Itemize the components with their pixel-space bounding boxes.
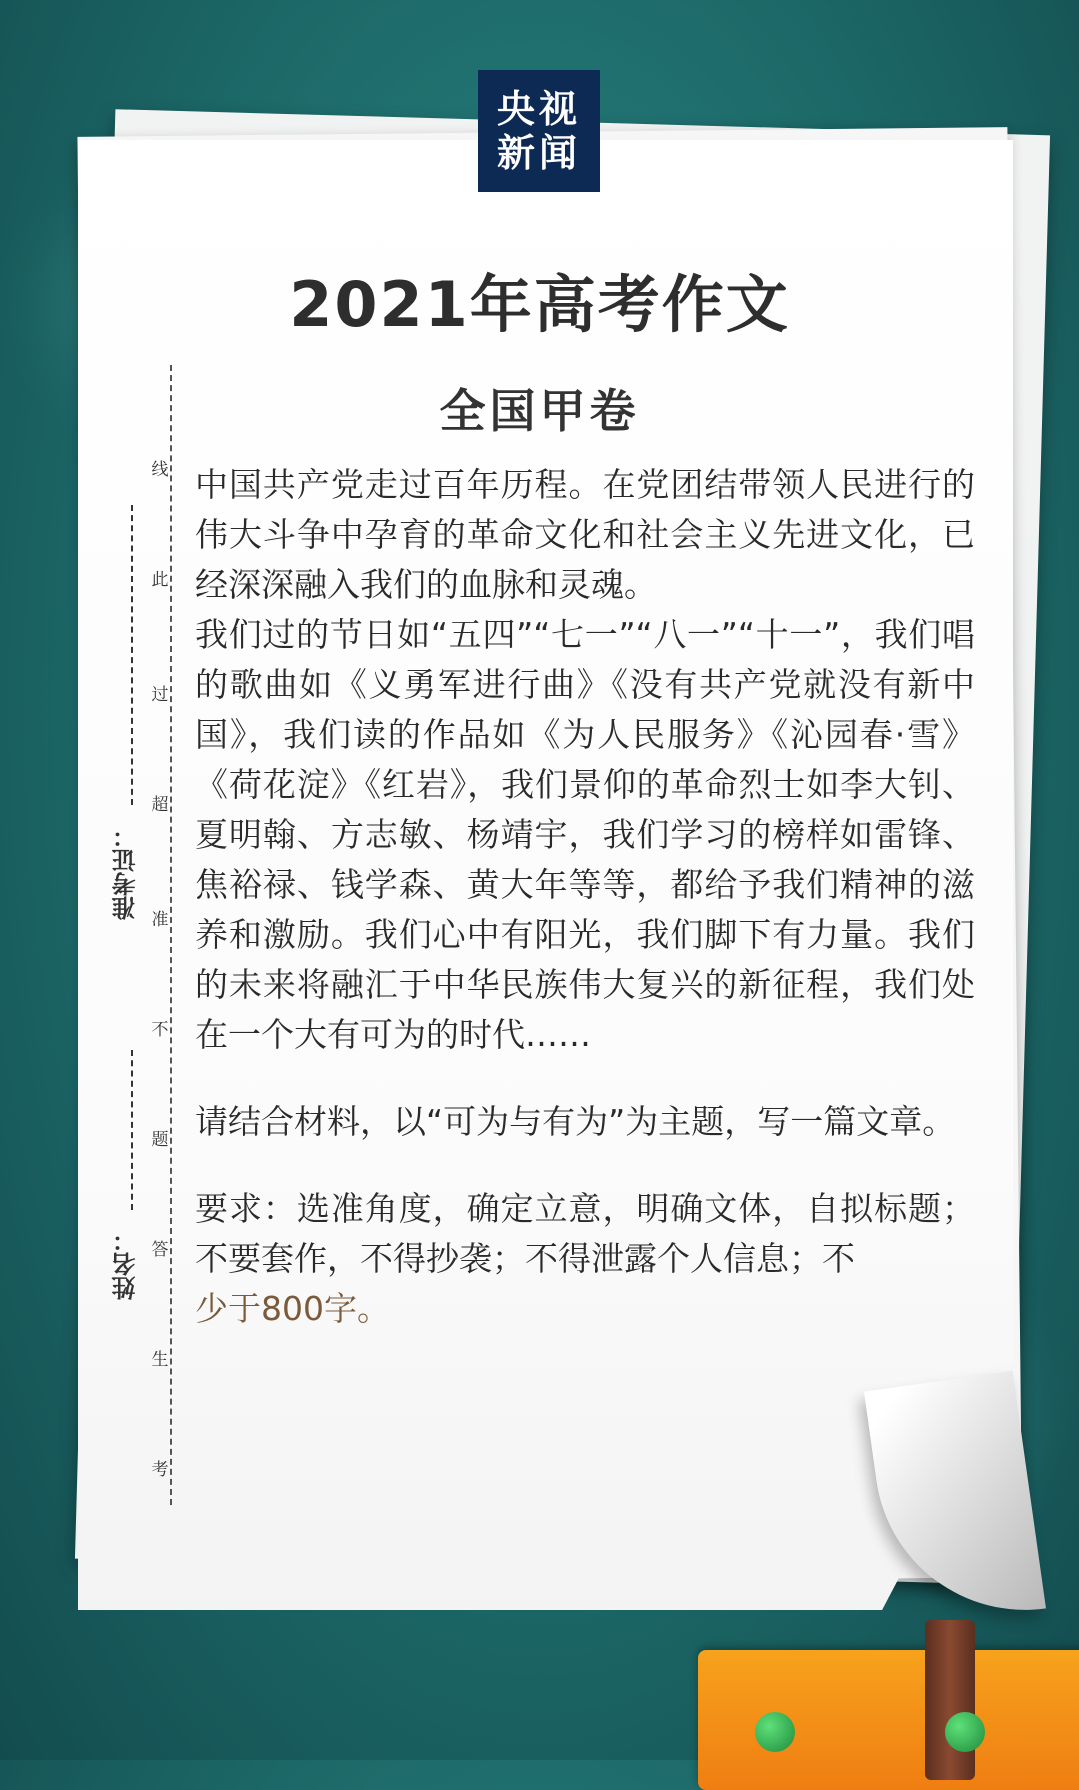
admission-fill-line (131, 505, 133, 805)
requirements-word-count: 少于800字。 (195, 1289, 390, 1328)
margin-char: 考 (151, 1460, 169, 1480)
logo-line-2: 新闻 (496, 131, 581, 175)
margin-char: 过 (151, 685, 169, 705)
page-subtitle: 全国甲卷 (439, 384, 640, 438)
prompt-paragraph-2: 我们过的节日如“五四”“七一”“八一”“十一”，我们唱的歌曲如《义勇军进行曲》《没有共产党就没有新中国》，我们读的作品如《为人民服务》《沁园春·雪》《荷花淀》《红岩》，我们景仰的革命烈士如李大钊、夏明翰、方志敏、杨靖宇，我们学习的榜样如雷锋、焦裕禄、钱学森、黄大年等等，都给予我们精神的滋养和激励。我们心中有阳光，我们脚下有力量。我们的未来将融汇于中华民族伟大复兴的新征程，我们处在一个大有可为的时代…… (195, 615, 975, 1054)
name-fill-line (131, 1050, 133, 1210)
chalk-box (698, 1650, 1079, 1790)
margin-char: 超 (151, 795, 169, 815)
requirements-text: 要求：选准角度，确定立意，明确文体，自拟标题；不要套作，不得抄袭；不得泄露个人信息；不 (195, 1189, 975, 1278)
logo-line-1: 央视 (496, 87, 581, 131)
margin-char: 线 (151, 460, 169, 480)
chalk-box-strap (925, 1620, 975, 1780)
essay-prompt (195, 460, 975, 1334)
prompt-paragraph-1: 中国共产党走过百年历程。在党团结带领人民进行的伟大斗争中孕育的革命文化和社会主义先进文化，已经深深融入我们的血脉和灵魂。 (195, 465, 975, 604)
margin-char: 生 (151, 1350, 169, 1370)
margin-char: 不 (151, 1020, 169, 1040)
prompt-task: 请结合材料，以“可为与有为”为主题，写一篇文章。 (195, 1102, 956, 1141)
green-stud-icon (755, 1712, 795, 1752)
binding-dashed-line (170, 365, 172, 1505)
margin-char: 准 (151, 910, 169, 930)
margin-char: 题 (151, 1130, 169, 1150)
prompt-requirements (195, 1184, 975, 1334)
cctv-news-logo (478, 70, 600, 192)
margin-char: 此 (151, 570, 169, 590)
page-title: 2021年高考作文 (289, 268, 790, 341)
name-label: 姓名： (111, 1228, 140, 1300)
green-stud-icon (945, 1712, 985, 1752)
margin-char: 答 (151, 1240, 169, 1260)
admission-number-label: 准考证： (111, 824, 140, 920)
